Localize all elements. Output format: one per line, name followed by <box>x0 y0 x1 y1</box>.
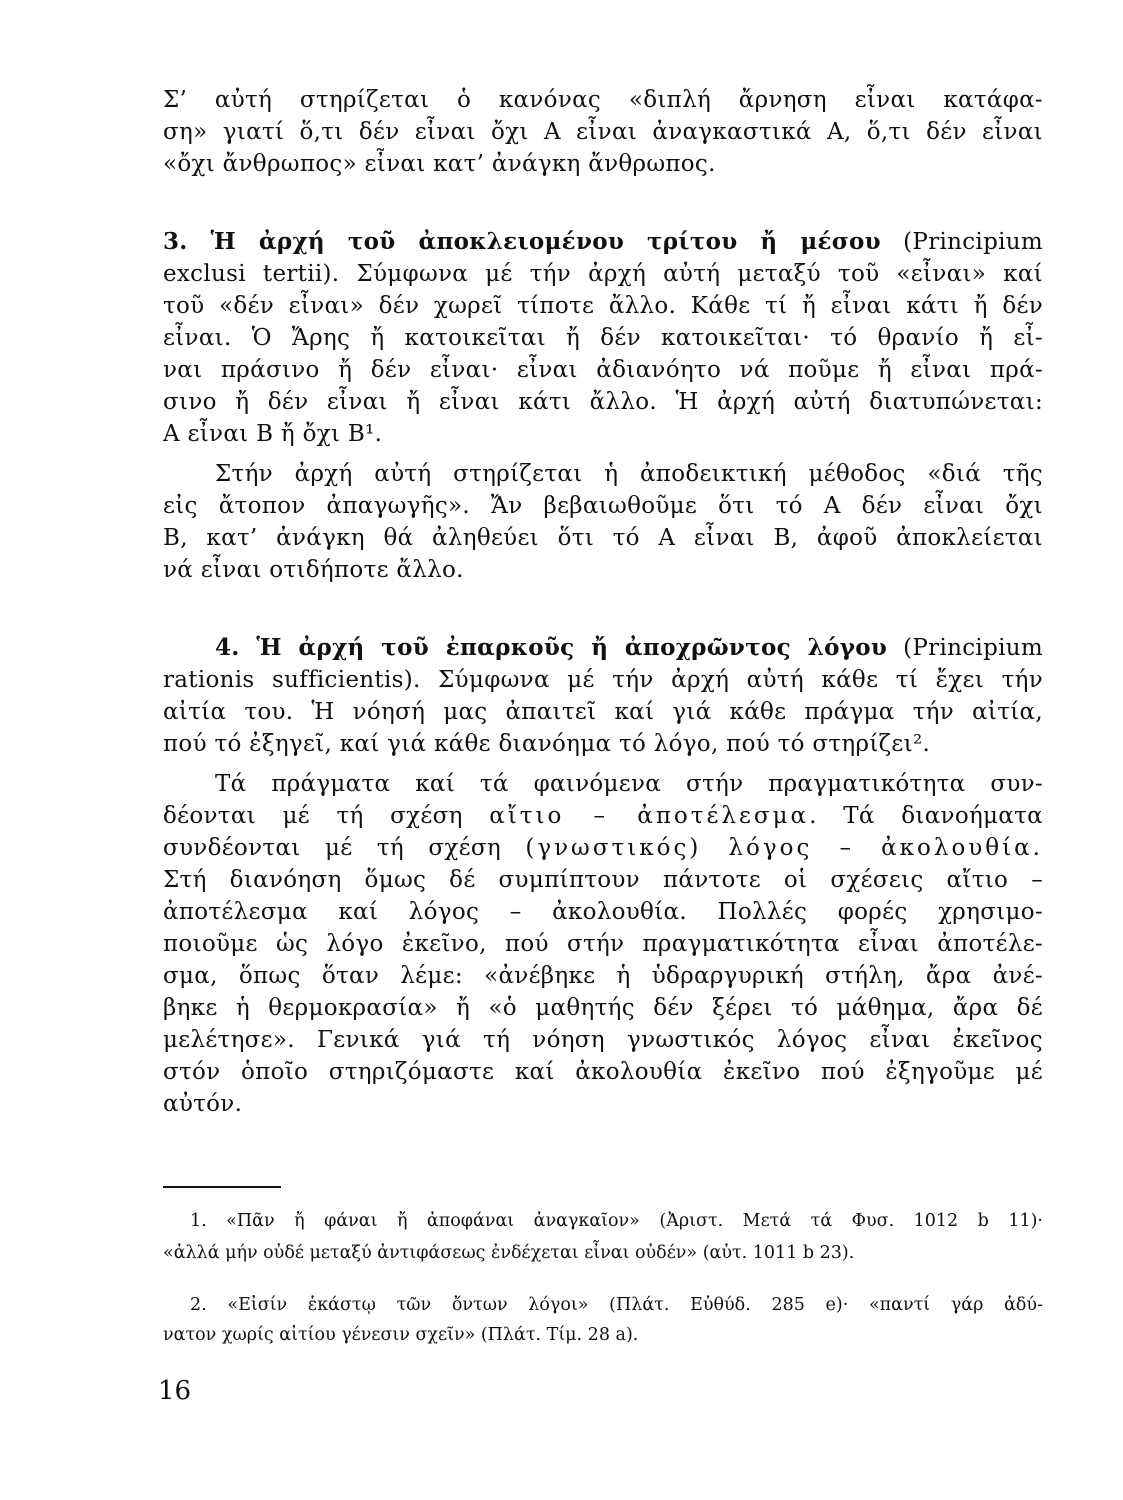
text-line: rationis sufficientis). Σύμφωνα μέ τήν ἀρχή αὐτή κάθε τί ἔχει τήν <box>163 667 1043 693</box>
text-line: αὐτόν. <box>163 1091 243 1117</box>
text-line: ποιοῦμε ὡς λόγο ἐκεῖνο, πού στήν πραγματικότητα εἶναι ἀποτέλε- <box>163 931 1043 957</box>
footnote-separator <box>163 1186 281 1188</box>
text-run: δέονται μέ τή σχέση <box>163 803 463 829</box>
footnote-line: «ἀλλά μήν οὐδέ μεταξύ ἀντιφάσεως ἐνδέχεται εἶναι οὐδέν» (αὐτ. 1011 b 23). <box>163 1243 855 1263</box>
text-line: εἰς ἄτοπον ἀπαγωγῆς». Ἄν βεβαιωθοῦμε ὅτι τό Α δέν εἶναι ὄχι <box>163 493 1043 519</box>
text-line: ναι πράσινο ἤ δέν εἶναι· εἶναι ἀδιανόητο νά ποῦμε ἤ εἶναι πρά- <box>163 357 1043 383</box>
section-4-heading-line <box>215 632 1043 664</box>
text-line: exclusi tertii). Σύμφωνα μέ τήν ἀρχή αὐτή μεταξύ τοῦ «εἶναι» καί <box>163 261 1043 287</box>
text-line <box>163 832 1043 864</box>
text-line: ἀποτέλεσμα καί λόγος – ἀκολουθία. Πολλές φορές χρησιμο- <box>163 899 1043 925</box>
text-line: πού τό ἐξηγεῖ, καί γιά κάθε διανόημα τό λόγο, πού τό στηρίζει². <box>163 731 931 757</box>
text-line: σινο ἤ δέν εἶναι ἤ εἶναι κάτι ἄλλο. Ἡ ἀρχή αὐτή διατυπώνεται: <box>163 389 1043 415</box>
text-line: Τά πράγματα καί τά φαινόμενα στήν πραγματικότητα συν- <box>215 771 1043 797</box>
text-line: εἶναι. Ὁ Ἄρης ἤ κατοικεῖται ἤ δέν κατοικεῖται· τό θρανίο ἤ εἶ- <box>163 325 1043 351</box>
text-line: αἰτία του. Ἡ νόησή μας ἀπαιτεῖ καί γιά κάθε πράγμα τήν αἰτία, <box>163 699 1043 725</box>
text-line: Σ’ αὐτή στηρίζεται ὁ κανόνας «διπλή ἄρνηση εἶναι κατάφα- <box>163 87 1043 113</box>
text-line <box>163 800 1043 832</box>
text-line: «ὄχι ἄνθρωπος» εἶναι κατ’ ἀνάγκη ἄνθρωπος. <box>163 151 716 177</box>
text-line: νά εἶναι οτιδήποτε ἄλλο. <box>163 557 464 583</box>
text-line: σμα, ὅπως ὅταν λέμε: «ἀνέβηκε ἡ ὑδραργυρική στήλη, ἄρα ἀνέ- <box>163 963 1043 989</box>
text-line: Β, κατ’ ἀνάγκη θά ἀληθεύει ὅτι τό Α εἶναι Β, ἀφοῦ ἀποκλείεται <box>163 525 1043 551</box>
text-line: τοῦ «δέν εἶναι» δέν χωρεῖ τίποτε ἄλλο. Κάθε τί ἤ εἶναι κάτι ἤ δέν <box>163 293 1043 319</box>
text-line: Α εἶναι Β ἤ ὄχι Β¹. <box>163 421 383 447</box>
section-4-heading: 4. Ἡ ἀρχή τοῦ ἐπαρκοῦς ἤ ἀποχρῶντος λόγου <box>215 634 888 661</box>
emphasized-text: (γνωστικός) λόγος – ἀκολουθία. <box>525 835 1043 861</box>
section-3-heading-line <box>163 226 1043 258</box>
text-run: συνδέονται μέ τή σχέση <box>163 835 501 861</box>
text-line: Στήν ἀρχή αὐτή στηρίζεται ἡ ἀποδεικτική μέθοδος «διά τῆς <box>215 461 1043 487</box>
footnote-line: νατον χωρίς αἰτίου γένεσιν σχεῖν» (Πλάτ. Τίμ. 28 a). <box>163 1325 639 1345</box>
footnote-line: 1. «Πᾶν ἤ φάναι ἤ ἀποφάναι ἀναγκαῖον» (Ἀριστ. Μετά τά Φυσ. 1012 b 11)· <box>190 1211 1043 1231</box>
section-3-heading-latin: (Principium <box>903 229 1043 255</box>
text-line: μελέτησε». Γενικά γιά τή νόηση γνωστικός λόγος εἶναι ἐκεῖνος <box>163 1027 1043 1053</box>
section-4-heading-latin: (Principium <box>903 635 1043 661</box>
section-3-heading: 3. Ἡ ἀρχή τοῦ ἀποκλειομένου τρίτου ἤ μέσου <box>163 228 881 255</box>
text-line: στόν ὁποῖο στηριζόμαστε καί ἀκολουθία ἐκεῖνο πού ἐξηγοῦμε μέ <box>163 1059 1043 1085</box>
emphasized-text: αἴτιο – ἀποτέλεσμα <box>489 803 810 829</box>
page-number: 16 <box>158 1376 192 1406</box>
text-line: Στή διανόηση ὅμως δέ συμπίπτουν πάντοτε οἱ σχέσεις αἴτιο – <box>163 867 1043 893</box>
footnote-line: 2. «Εἰσίν ἑκάστῳ τῶν ὄντων λόγοι» (Πλάτ. Εὐθύδ. 285 e)· «παντί γάρ ἀδύ- <box>190 1295 1043 1315</box>
text-run: . Τά διανοήματα <box>809 803 1043 829</box>
text-line: ση» γιατί ὅ,τι δέν εἶναι ὄχι Α εἶναι ἀναγκαστικά Α, ὅ,τι δέν εἶναι <box>163 119 1043 145</box>
text-line: βηκε ἡ θερμοκρασία» ἤ «ὁ μαθητής δέν ξέρει τό μάθημα, ἄρα δέ <box>163 995 1043 1021</box>
